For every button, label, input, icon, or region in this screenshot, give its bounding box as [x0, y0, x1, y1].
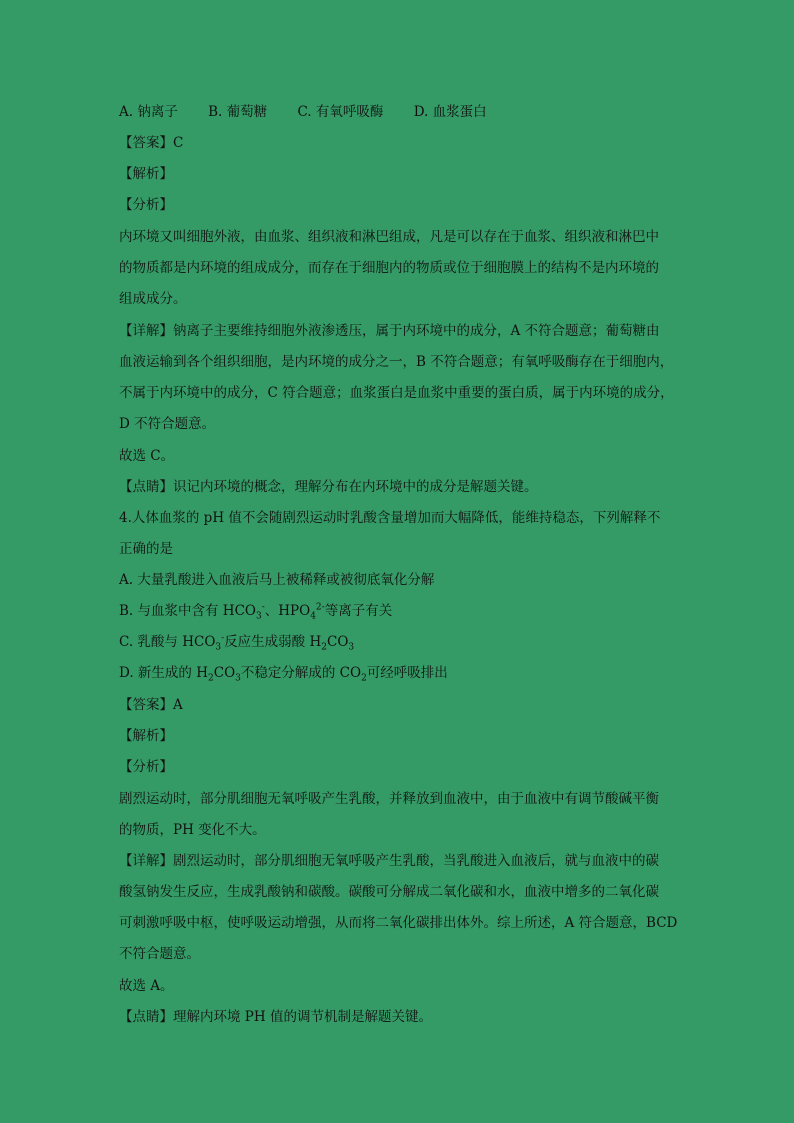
- option-c: C. 有氧呼吸酶: [297, 104, 384, 120]
- q4-option-d-sub: 3: [235, 673, 241, 684]
- q4-option-c-sub: 3: [348, 642, 355, 653]
- q4-option-a: A. 大量乳酸进入血液后马上被稀释或被彻底氧化分解: [119, 572, 435, 588]
- q4-option-c-mid: 反应生成弱酸 H: [224, 634, 322, 650]
- q4-option-c-sub: 2: [321, 642, 327, 653]
- q4-option-c-sub: 3: [215, 642, 222, 653]
- q4-option-b: [119, 601, 679, 621]
- q4-option-b-sup: 2-: [315, 602, 325, 613]
- q4-stem-line: 4.人体血浆的 pH 值不会随剧烈运动时乳酸含量增加而大幅降低，能维持稳态，下列解释不: [119, 510, 661, 526]
- q3-choose: 故选 C。: [119, 448, 175, 464]
- q4-option-d-mid: CO: [213, 665, 236, 681]
- q4-option-c: [119, 632, 679, 652]
- q4-option-b-prefix: B. 与血浆中含有 HCO: [119, 603, 256, 619]
- q3-answer: 【答案】C: [119, 135, 184, 151]
- q3-analysis-line: 内环境又叫细胞外液，由血浆、组织液和淋巴组成，凡是可以存在于血浆、组织液和淋巴中: [119, 229, 659, 245]
- q4-option-d-suffix: 可经呼吸排出: [366, 665, 448, 681]
- q4-option-c-prefix: C. 乳酸与 HCO: [119, 634, 216, 650]
- q4-analysis-line: 剧烈运动时，部分肌细胞无氧呼吸产生乳酸，并释放到血液中，由于血液中有调节酸碱平衡: [119, 791, 659, 807]
- q4-stem-line: 正确的是: [119, 541, 173, 557]
- q4-option-d-prefix: D. 新生成的 H: [119, 665, 208, 681]
- q3-detail-line: D 不符合题意。: [119, 416, 216, 432]
- q4-option-d-mid: 不稳定分解成的 CO: [240, 665, 362, 681]
- q3-detail-line: 不属于内环境中的成分，C 符合题意；血浆蛋白是血浆中重要的蛋白质，属于内环境的成分，: [119, 385, 674, 401]
- q4-fenxi-heading: 【分析】: [119, 759, 173, 775]
- q3-detail-line: 【详解】钠离子主要维持细胞外液渗透压，属于内环境中的成分，A 不符合题意；葡萄糖由: [119, 323, 660, 339]
- q4-option-d-sub: 2: [361, 673, 367, 684]
- q4-option-c-mid: CO: [327, 634, 349, 650]
- q4-option-b-mid: 、HPO: [264, 603, 311, 619]
- q4-detail-line: 不符合题意。: [119, 946, 200, 962]
- q4-detail-line: 酸氢钠发生反应，生成乳酸钠和碳酸。碳酸可分解成二氧化碳和水，血液中增多的二氧化碳: [119, 884, 659, 900]
- q4-option-b-sup: -: [261, 602, 265, 613]
- q4-option-b-sub: 4: [310, 611, 316, 622]
- q3-tip: 【点睛】识记内环境的概念，理解分布在内环境中的成分是解题关键。: [119, 479, 538, 495]
- q3-detail-line: 血液运输到各个组织细胞，是内环境的成分之一，B 不符合题意；有氧呼吸酶存在于细胞内，: [119, 354, 674, 370]
- q4-tip: 【点睛】理解内环境 PH 值的调节机制是解题关键。: [119, 1009, 432, 1025]
- q3-fenxi-heading: 【分析】: [119, 197, 173, 213]
- q4-option-d-sub: 2: [208, 673, 214, 684]
- q3-options: [119, 102, 679, 122]
- q4-option-b-suffix: 等离子有关: [324, 603, 393, 619]
- q4-detail-line: 【详解】剧烈运动时，部分肌细胞无氧呼吸产生乳酸，当乳酸进入血液后，就与血液中的碳: [119, 853, 659, 869]
- option-b: B. 葡萄糖: [208, 104, 268, 120]
- q4-analysis-line: 的物质，PH 变化不大。: [119, 822, 266, 838]
- q4-detail-line: 可刺激呼吸中枢，使呼吸运动增强，从而将二氧化碳排出体外。综上所述，A 符合题意，BCD: [119, 915, 678, 931]
- q4-option-b-sub: 3: [255, 611, 262, 622]
- q3-analysis-line: 组成成分。: [119, 291, 187, 307]
- option-d: D. 血浆蛋白: [413, 104, 487, 120]
- q4-choose: 故选 A。: [119, 978, 174, 994]
- q4-option-c-sup: -: [221, 633, 225, 644]
- q3-analysis-line: 的物质都是内环境的组成成分，而存在于细胞内的物质或位于细胞膜上的结构不是内环境的: [119, 260, 659, 276]
- q3-jiexi-heading: 【解析】: [119, 166, 173, 182]
- option-a: A. 钠离子: [119, 104, 178, 120]
- q4-answer: 【答案】A: [119, 697, 183, 713]
- q4-jiexi-heading: 【解析】: [119, 728, 173, 744]
- q4-option-d: [119, 663, 679, 683]
